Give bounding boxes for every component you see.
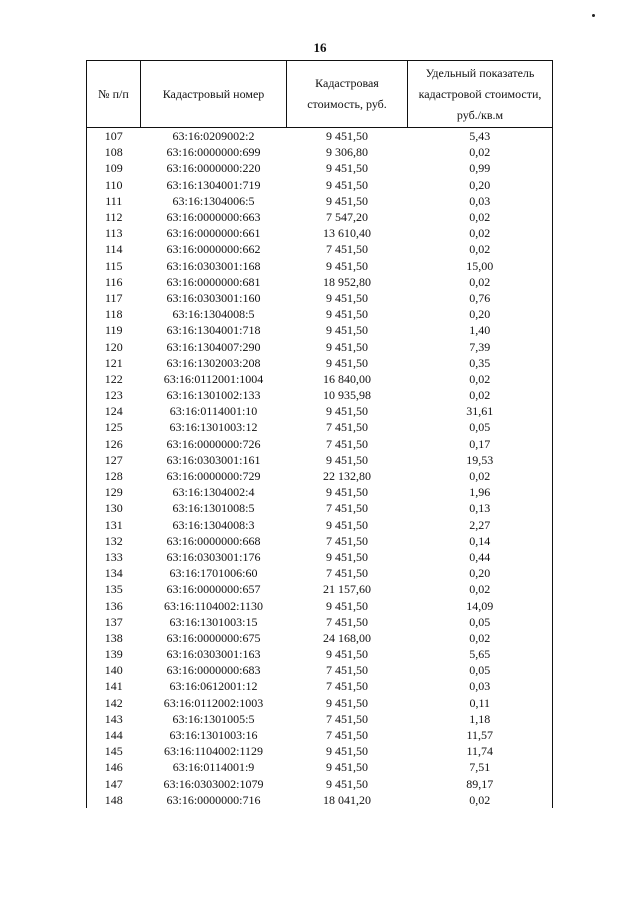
cadastral-value: 9 451,50 <box>326 404 368 419</box>
cadastral-value: 22 132,80 <box>323 469 371 484</box>
specific-indicator: 0,35 <box>408 355 553 371</box>
table-row <box>87 517 553 533</box>
table-row <box>87 419 553 435</box>
specific-indicator: 0,05 <box>408 662 553 678</box>
cadastral-value: 7 451,50 <box>326 614 368 629</box>
cadastral-number: 63:16:0000000:681 <box>166 274 261 289</box>
cadastral-number: 63:16:0303001:176 <box>166 549 261 564</box>
row-number: 123 <box>87 387 141 403</box>
cadastral-value: 9 451,50 <box>326 647 368 662</box>
cadastral-number: 63:16:1304006:5 <box>172 193 255 208</box>
row-number: 148 <box>87 792 141 808</box>
cadastral-number: 63:16:0112001:1004 <box>163 371 264 386</box>
header-specific-indicator: Удельный показатель кадастровой стоимости, руб./кв.м <box>408 61 553 128</box>
cadastral-number: 63:16:0000000:220 <box>166 161 261 176</box>
cadastral-number: 63:16:1701006:60 <box>169 566 258 581</box>
row-number: 128 <box>87 468 141 484</box>
cadastral-number: 63:16:1304007:290 <box>166 339 261 354</box>
cadastral-value: 7 451,50 <box>326 679 368 694</box>
row-number: 113 <box>87 225 141 241</box>
cadastral-number: 63:16:0612001:12 <box>169 679 258 694</box>
table-row <box>87 792 553 808</box>
cadastral-number: 63:16:0303001:163 <box>166 647 261 662</box>
row-number: 130 <box>87 500 141 516</box>
cadastral-value: 7 451,50 <box>326 420 368 435</box>
cadastral-number: 63:16:0000000:662 <box>166 242 261 257</box>
row-number: 136 <box>87 597 141 613</box>
specific-indicator: 0,02 <box>408 630 553 646</box>
row-number: 120 <box>87 338 141 354</box>
table-row <box>87 678 553 694</box>
row-number: 124 <box>87 403 141 419</box>
table-row <box>87 452 553 468</box>
table-row <box>87 306 553 322</box>
specific-indicator: 7,39 <box>408 338 553 354</box>
cadastral-value: 7 451,50 <box>326 663 368 678</box>
cadastral-value: 7 451,50 <box>326 436 368 451</box>
header-num: № п/п <box>87 61 141 128</box>
cadastral-number: 63:16:0000000:668 <box>166 533 261 548</box>
table-row <box>87 711 553 727</box>
specific-indicator: 0,20 <box>408 177 553 193</box>
cadastral-number: 63:16:0000000:726 <box>166 436 261 451</box>
specific-indicator: 11,74 <box>408 743 553 759</box>
cadastral-value: 9 451,50 <box>326 517 368 532</box>
cadastral-value: 9 451,50 <box>326 161 368 176</box>
specific-indicator: 1,96 <box>408 484 553 500</box>
table-row <box>87 241 553 257</box>
cadastral-value: 9 451,50 <box>326 485 368 500</box>
specific-indicator: 7,51 <box>408 759 553 775</box>
specific-indicator: 19,53 <box>408 452 553 468</box>
row-number: 119 <box>87 322 141 338</box>
cadastral-number: 63:16:1304002:4 <box>172 485 255 500</box>
cadastral-value: 18 952,80 <box>323 274 371 289</box>
table-row <box>87 177 553 193</box>
table-row <box>87 193 553 209</box>
cadastral-value: 9 451,50 <box>326 776 368 791</box>
cadastral-value: 7 451,50 <box>326 501 368 516</box>
table-row <box>87 533 553 549</box>
specific-indicator: 0,02 <box>408 792 553 808</box>
row-number: 114 <box>87 241 141 257</box>
table-row <box>87 387 553 403</box>
cadastral-value: 9 451,50 <box>326 290 368 305</box>
cadastral-value: 9 451,50 <box>326 598 368 613</box>
cadastral-number: 63:16:1301003:15 <box>169 614 258 629</box>
table-row <box>87 436 553 452</box>
specific-indicator: 0,02 <box>408 144 553 160</box>
header-cadastral-value: Кадастровая стоимость, руб. <box>287 61 408 128</box>
cadastral-value: 9 451,50 <box>326 549 368 564</box>
row-number: 118 <box>87 306 141 322</box>
row-number: 115 <box>87 258 141 274</box>
cadastral-number: 63:16:0209002:2 <box>172 129 255 144</box>
scan-speck <box>592 14 595 17</box>
cadastral-number: 63:16:1104002:1130 <box>163 598 264 613</box>
specific-indicator: 0,02 <box>408 387 553 403</box>
cadastral-number: 63:16:1304001:718 <box>166 323 261 338</box>
cadastral-number: 63:16:0000000:657 <box>166 582 261 597</box>
cadastral-value: 7 451,50 <box>326 533 368 548</box>
table-row <box>87 355 553 371</box>
row-number: 144 <box>87 727 141 743</box>
row-number: 138 <box>87 630 141 646</box>
specific-indicator: 15,00 <box>408 258 553 274</box>
table-row <box>87 630 553 646</box>
row-number: 127 <box>87 452 141 468</box>
specific-indicator: 0,05 <box>408 419 553 435</box>
row-number: 108 <box>87 144 141 160</box>
cadastral-value: 10 935,98 <box>323 388 371 403</box>
row-number: 132 <box>87 533 141 549</box>
cadastral-number: 63:16:0114001:10 <box>169 404 258 419</box>
row-number: 129 <box>87 484 141 500</box>
row-number: 134 <box>87 565 141 581</box>
cadastral-number: 63:16:0000000:729 <box>166 469 261 484</box>
row-number: 140 <box>87 662 141 678</box>
cadastral-number: 63:16:0303001:168 <box>166 258 261 273</box>
specific-indicator: 14,09 <box>408 597 553 613</box>
cadastral-number: 63:16:1104002:1129 <box>163 744 264 759</box>
cadastral-value: 9 451,50 <box>326 129 368 144</box>
cadastral-number: 63:16:0303001:160 <box>166 290 261 305</box>
specific-indicator: 89,17 <box>408 776 553 792</box>
table-row <box>87 614 553 630</box>
table-row <box>87 274 553 290</box>
specific-indicator: 0,02 <box>408 468 553 484</box>
specific-indicator: 5,65 <box>408 646 553 662</box>
cadastral-number: 63:16:1302003:208 <box>166 355 261 370</box>
row-number: 126 <box>87 436 141 452</box>
row-number: 122 <box>87 371 141 387</box>
page-number: 16 <box>313 40 327 55</box>
cadastral-table <box>86 60 553 808</box>
table-header-row <box>87 61 553 128</box>
row-number: 143 <box>87 711 141 727</box>
specific-indicator: 0,02 <box>408 225 553 241</box>
cadastral-number: 63:16:0000000:675 <box>166 630 261 645</box>
cadastral-value: 9 451,50 <box>326 452 368 467</box>
cadastral-number: 63:16:1301003:16 <box>169 728 258 743</box>
cadastral-number: 63:16:0000000:661 <box>166 226 261 241</box>
specific-indicator: 2,27 <box>408 517 553 533</box>
row-number: 116 <box>87 274 141 290</box>
table-row <box>87 484 553 500</box>
row-number: 146 <box>87 759 141 775</box>
specific-indicator: 0,20 <box>408 565 553 581</box>
cadastral-number: 63:16:1301005:5 <box>172 711 255 726</box>
specific-indicator: 0,13 <box>408 500 553 516</box>
cadastral-number: 63:16:0112002:1003 <box>163 695 264 710</box>
cadastral-value: 7 451,50 <box>326 711 368 726</box>
cadastral-number: 63:16:0000000:683 <box>166 663 261 678</box>
cadastral-value: 7 451,50 <box>326 728 368 743</box>
cadastral-value: 13 610,40 <box>323 226 371 241</box>
specific-indicator: 0,44 <box>408 549 553 565</box>
table-row <box>87 759 553 775</box>
cadastral-value: 9 451,50 <box>326 177 368 192</box>
cadastral-value: 9 451,50 <box>326 323 368 338</box>
specific-indicator: 0,02 <box>408 241 553 257</box>
table-row <box>87 290 553 306</box>
specific-indicator: 0,02 <box>408 581 553 597</box>
cadastral-number: 63:16:0114001:9 <box>172 760 255 775</box>
table-row <box>87 646 553 662</box>
cadastral-number: 63:16:1301003:12 <box>169 420 258 435</box>
table-row <box>87 565 553 581</box>
cadastral-value: 24 168,00 <box>323 630 371 645</box>
table-row <box>87 597 553 613</box>
cadastral-value: 7 451,50 <box>326 566 368 581</box>
cadastral-number: 63:16:0000000:699 <box>166 145 261 160</box>
table-row <box>87 338 553 354</box>
cadastral-number: 63:16:1301008:5 <box>172 501 255 516</box>
table-row <box>87 128 553 145</box>
cadastral-number: 63:16:0000000:716 <box>166 792 261 807</box>
cadastral-number: 63:16:1304008:5 <box>172 307 255 322</box>
row-number: 142 <box>87 695 141 711</box>
specific-indicator: 0,05 <box>408 614 553 630</box>
table-row <box>87 695 553 711</box>
cadastral-value: 21 157,60 <box>323 582 371 597</box>
specific-indicator: 0,99 <box>408 160 553 176</box>
specific-indicator: 0,03 <box>408 678 553 694</box>
cadastral-value: 9 451,50 <box>326 744 368 759</box>
header-cadastral-number: Кадастровый номер <box>141 61 287 128</box>
table-row <box>87 322 553 338</box>
table-row <box>87 160 553 176</box>
row-number: 109 <box>87 160 141 176</box>
table-body <box>87 128 553 808</box>
specific-indicator: 1,18 <box>408 711 553 727</box>
cadastral-number: 63:16:0303001:161 <box>166 452 261 467</box>
row-number: 141 <box>87 678 141 694</box>
table-row <box>87 209 553 225</box>
specific-indicator: 0,14 <box>408 533 553 549</box>
cadastral-number: 63:16:1304001:719 <box>166 177 261 192</box>
table-row <box>87 743 553 759</box>
row-number: 139 <box>87 646 141 662</box>
row-number: 112 <box>87 209 141 225</box>
row-number: 125 <box>87 419 141 435</box>
table-row <box>87 581 553 597</box>
specific-indicator: 31,61 <box>408 403 553 419</box>
cadastral-value: 7 547,20 <box>326 210 368 225</box>
cadastral-value: 7 451,50 <box>326 242 368 257</box>
row-number: 133 <box>87 549 141 565</box>
row-number: 137 <box>87 614 141 630</box>
row-number: 111 <box>87 193 141 209</box>
row-number: 107 <box>87 128 141 145</box>
specific-indicator: 0,20 <box>408 306 553 322</box>
cadastral-value: 9 451,50 <box>326 193 368 208</box>
table-row <box>87 500 553 516</box>
cadastral-value: 9 306,80 <box>326 145 368 160</box>
table-row <box>87 258 553 274</box>
cadastral-value: 9 451,50 <box>326 307 368 322</box>
cadastral-value: 16 840,00 <box>323 371 371 386</box>
cadastral-number: 63:16:1301002:133 <box>166 388 261 403</box>
cadastral-value: 9 451,50 <box>326 760 368 775</box>
table-row <box>87 727 553 743</box>
row-number: 131 <box>87 517 141 533</box>
row-number: 147 <box>87 776 141 792</box>
specific-indicator: 0,03 <box>408 193 553 209</box>
row-number: 117 <box>87 290 141 306</box>
specific-indicator: 11,57 <box>408 727 553 743</box>
cadastral-value: 9 451,50 <box>326 339 368 354</box>
table-row <box>87 776 553 792</box>
cadastral-number: 63:16:0000000:663 <box>166 210 261 225</box>
cadastral-value: 9 451,50 <box>326 695 368 710</box>
specific-indicator: 0,17 <box>408 436 553 452</box>
table-row <box>87 468 553 484</box>
cadastral-value: 18 041,20 <box>323 792 371 807</box>
cadastral-number: 63:16:1304008:3 <box>172 517 255 532</box>
cadastral-number: 63:16:0303002:1079 <box>163 776 264 791</box>
row-number: 135 <box>87 581 141 597</box>
table-row <box>87 144 553 160</box>
row-number: 110 <box>87 177 141 193</box>
table-row <box>87 371 553 387</box>
specific-indicator: 0,02 <box>408 209 553 225</box>
cadastral-value: 9 451,50 <box>326 258 368 273</box>
specific-indicator: 1,40 <box>408 322 553 338</box>
table-row <box>87 225 553 241</box>
cadastral-value: 9 451,50 <box>326 355 368 370</box>
table-row <box>87 662 553 678</box>
row-number: 145 <box>87 743 141 759</box>
specific-indicator: 0,11 <box>408 695 553 711</box>
table-row <box>87 549 553 565</box>
row-number: 121 <box>87 355 141 371</box>
specific-indicator: 0,76 <box>408 290 553 306</box>
table-row <box>87 403 553 419</box>
specific-indicator: 0,02 <box>408 274 553 290</box>
specific-indicator: 5,43 <box>408 128 553 145</box>
specific-indicator: 0,02 <box>408 371 553 387</box>
